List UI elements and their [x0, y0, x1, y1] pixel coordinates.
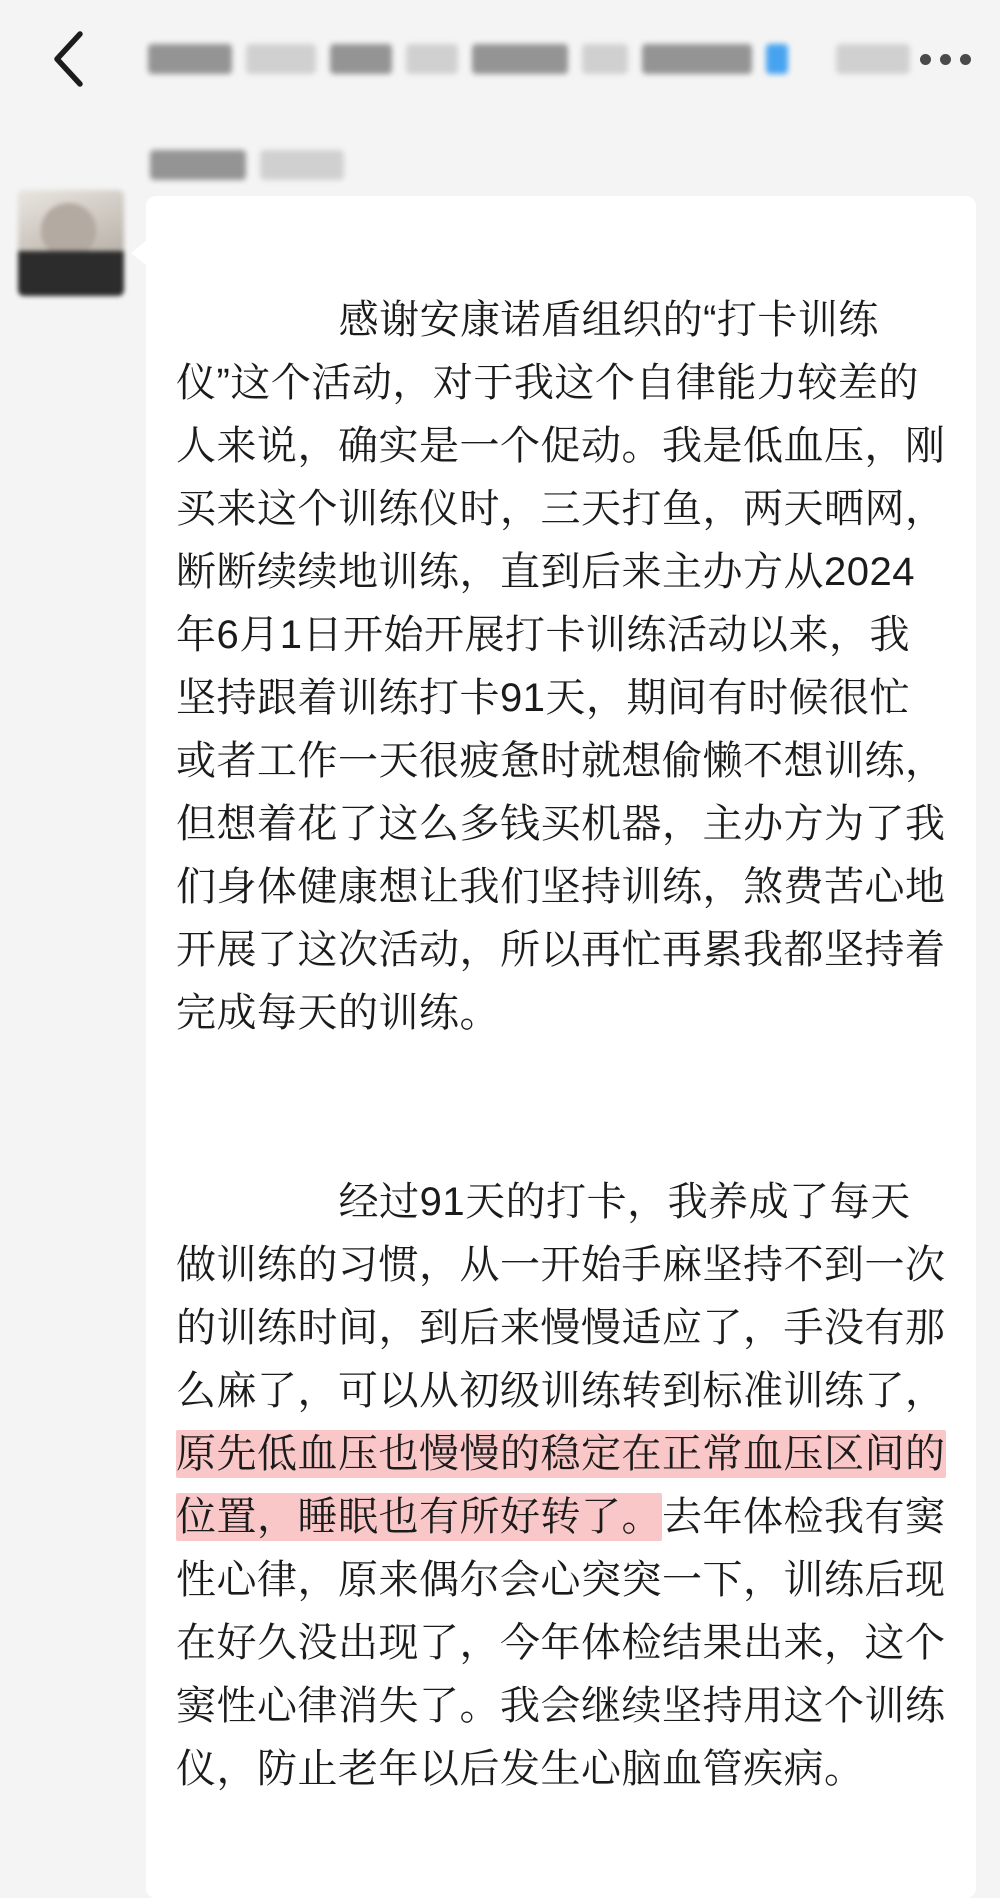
message-bubble[interactable] [146, 196, 976, 1898]
sender-chip-2 [260, 150, 344, 180]
message-bubble-wrapper [146, 196, 976, 1898]
back-button[interactable] [38, 27, 102, 91]
title-chip-3 [330, 44, 392, 74]
sender-avatar[interactable] [18, 190, 124, 296]
message-column [146, 148, 976, 1898]
nav-title-redacted [148, 44, 910, 74]
message-paragraph-2 [176, 1108, 946, 1864]
avatar-image-bottom [18, 251, 124, 296]
title-chip-2 [246, 44, 316, 74]
sender-chip-1 [150, 150, 246, 180]
title-chip-6 [582, 44, 628, 74]
title-chip-5 [472, 44, 568, 74]
highlighted-text: 原先低血压也慢慢的稳定在正常血压区间的位置，睡眠也有所好转了。 [176, 1432, 946, 1539]
title-chip-9 [836, 44, 910, 74]
sender-name-redacted [150, 148, 344, 182]
chat-thread [0, 118, 1000, 1898]
more-options-button[interactable] [910, 29, 980, 89]
paragraph-2-text-after-highlight: 去年体检我有窦性心律，原来偶尔会心突突一下，训练后现在好久没出现了，今年体检结果出来，这个窦性心律消失了。我会继续坚持用这个训练仪，防止老年以后发生心脑血管疾病。 [176, 1495, 946, 1791]
more-horizontal-icon-dot-1 [920, 54, 931, 65]
message-paragraph-1 [176, 226, 946, 1108]
title-chip-1 [148, 44, 232, 74]
avatar-image-blob [41, 203, 96, 256]
chevron-left-icon [49, 28, 91, 90]
paragraph-1-text: 感谢安康诺盾组织的“打卡训练仪”这个活动，对于我这个自律能力较差的人来说，确实是一个促动。我是低血压，刚买来这个训练仪时，三天打鱼，两天晒网，断断续续地训练，直到后来主办方从2024年6月1日开始开展打卡训练活动以来，我坚持跟着训练打卡91天，期间有时候很忙或者工作一天很疲惫时就想偷懒不想训练，但想着花了这么多钱买机器，主办方为了我们身体健康想让我们坚持训练，煞费苦心地开展了这次活动，所以再忙再累我都坚持着完成每天的训练。 [176, 298, 946, 1035]
message-row [0, 148, 1000, 1898]
title-chip-8 [766, 44, 788, 74]
title-chip-7 [642, 44, 752, 74]
more-horizontal-icon-dot-2 [940, 54, 951, 65]
more-horizontal-icon-dot-3 [960, 54, 971, 65]
paragraph-2-text-before-highlight: 经过91天的打卡，我养成了每天做训练的习惯，从一开始手麻坚持不到一次的训练时间，到后来慢慢适应了，手没有那么麻了，可以从初级训练转到标准训练了， [176, 1180, 946, 1413]
navigation-bar [0, 0, 1000, 118]
title-chip-4 [406, 44, 458, 74]
